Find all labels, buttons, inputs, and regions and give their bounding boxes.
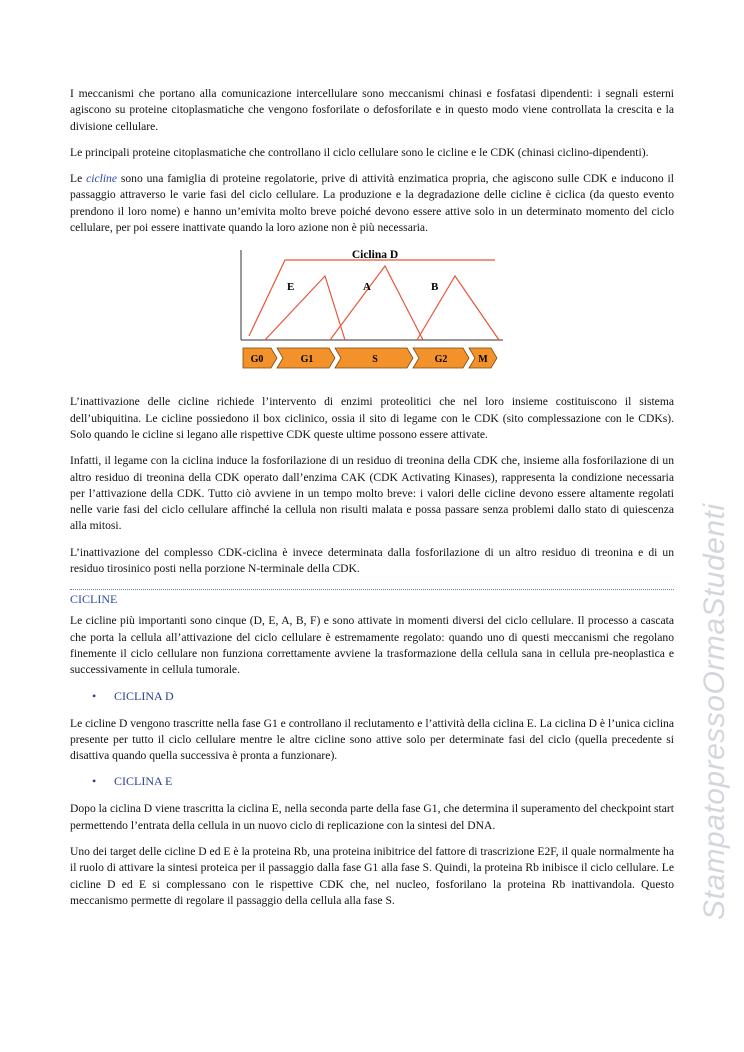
paragraph-8: Le cicline D vengono trascritte nella fase G1 e controllano il reclutamento e l’attività della ciclina E. La ciclina D è l’unica ciclina presente per tutto il ciclo cellulare mentre le altre cicline sono attive solo per determinate fasi del ciclo (quella precedente si disattiva quando quella successiva è pronta a funzionare).: [70, 716, 674, 763]
paragraph-6: L’inattivazione del complesso CDK-ciclina è invece determinata dalla fosforilazione di un altro residuo di treonina e di un residuo tirosinico posti nella porzione N-terminale della CDK.: [70, 545, 674, 576]
peak-label-e: E: [287, 281, 295, 294]
paragraph-7: Le cicline più importanti sono cinque (D, E, A, B, F) e sono attivate in momenti diversi del ciclo cellulare. Il processo a cascata che porta la cellula all’attivazione del ciclo cellulare è estremamente regolato: quando uno di questi meccanismi che regolano finemente il ciclo cellulare non funziona correttamente avviene la trasformazione della cellula sana in cellula pre-neoplastica e successivamente in cellula tumorale.: [70, 614, 674, 677]
phase-label-m: M: [478, 354, 488, 366]
figure-title: Ciclina D: [351, 249, 399, 262]
peak-label-b: B: [431, 281, 439, 294]
cyclin-b-curve: [417, 276, 499, 340]
cicline-link[interactable]: cicline: [86, 172, 117, 186]
phase-label-g0: G0: [250, 354, 264, 366]
document-page: [70, 86, 674, 919]
phase-bar: [243, 348, 497, 368]
paragraph-3: [70, 171, 674, 236]
bullet-ciclina-e: [92, 774, 674, 789]
bullet-dot: •: [92, 774, 97, 789]
peak-label-a: A: [363, 281, 371, 294]
watermark: StampatopressoOrmaStudenti: [698, 503, 731, 920]
section-title-cicline: CICLINE: [70, 589, 674, 607]
cyclin-e-curve: [265, 276, 345, 340]
phase-label-s: S: [372, 354, 378, 366]
paragraph-3-rest: sono una famiglia di proteine regolatorie, prive di attività enzimatica propria, che agiscono sulle CDK e inducono il passaggio attraverso le varie fasi del ciclo cellulare. La produzione e la degradazione delle cicline è ciclica (da questo evento prendono il loro nome) e hanno un’emivita molto breve poiché devono essere attive solo in un determinato momento del ciclo cellulare, per poi essere inattivate quando la loro azione non è più necessaria.: [70, 172, 674, 235]
paragraph-1: I meccanismi che portano alla comunicazione intercellulare sono meccanismi chinasi e fosfatasi dipendenti: i segnali esterni agiscono su proteine citoplasmatiche che vengono fosforilate o defosforilate e in questo modo viene controllata la crescita e la divisione cellulare.: [70, 87, 674, 133]
paragraph-4: L’inattivazione delle cicline richiede l’intervento di enzimi proteolitici che nel loro insieme costituiscono il sistema dell’ubiquitina. Le cicline possiedono il box ciclinico, ossia il sito di legame con le CDK (sito complessazione con le CDKs). Solo quando le cicline si legano alle rispettive CDK queste ultime possono essere attivate.: [70, 395, 674, 441]
paragraph-9: Dopo la ciclina D viene trascritta la ciclina E, nella seconda parte della fase G1, che determina il superamento del checkpoint start permettendo l’entrata della cellula in un nuovo ciclo di replicazione con la sintesi del DNA.: [70, 802, 674, 832]
bullet-label-ciclina-d: CICLINA D: [114, 688, 174, 703]
bullet-ciclina-d: [92, 689, 674, 704]
paragraph-5: Infatti, il legame con la ciclina induce la fosforilazione di un residuo di treonina della CDK che, insieme alla fosforilazione di un altro residuo di treonina della CDK operato dall’enzima CAK (CDK Activating Kinases), rappresenta la condizione necessaria per l’attivazione della CDK. Tutto ciò avviene in un tempo molto breve: i valori delle cicline devono essere altamente regolati nelle varie fasi del ciclo cellulare affinché la cellula non risulti malata e possa passare senza problemi dallo stato di quiescenza alla mitosi.: [70, 454, 674, 533]
cyclin-a-curve: [330, 266, 423, 340]
paragraph-10: Uno dei target delle cicline D ed E è la proteina Rb, una proteina inibitrice del fattore di trascrizione E2F, il quale normalmente ha il ruolo di attivare la sintesi proteica per il passaggio dalla fase G1 alla fase S. Quindi, la proteina Rb inibisce il ciclo cellulare. Le cicline D ed E si complessano con le rispettive CDK che, nel nucleo, fosforilano la proteina Rb inattivandola. Questo meccanismo permette di regolare il passaggio della cellula alla fase S.: [70, 845, 674, 907]
cyclin-figure: [70, 246, 674, 384]
paragraph-2: Le principali proteine citoplasmatiche che controllano il ciclo cellulare sono le cicline e le CDK (chinasi ciclino-dipendenti).: [70, 145, 649, 159]
phase-label-g2: G2: [434, 354, 448, 366]
cyclin-d-curve: [249, 260, 495, 336]
cyclin-diagram: [235, 246, 505, 378]
bullet-label-ciclina-e: CICLINA E: [114, 774, 173, 789]
paragraph-3-prefix: Le: [70, 172, 87, 186]
bullet-dot: •: [92, 688, 97, 703]
phase-label-g1: G1: [300, 354, 314, 366]
